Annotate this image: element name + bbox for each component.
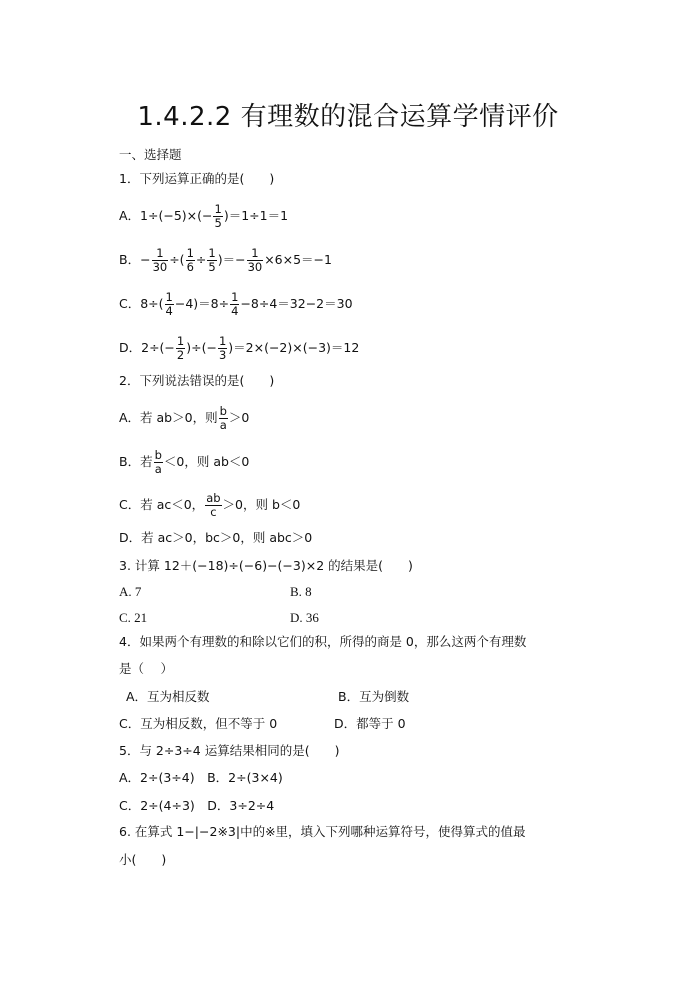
q4-stem-line2: 是（ ） (119, 661, 173, 676)
fraction: $\frac{1}{6}$ (186, 246, 194, 274)
q2-stem: 2．下列说法错误的是( ) (119, 373, 275, 388)
q3-option-c: C. 21 (119, 610, 148, 625)
q5-options-ab: A．2÷(3÷4) B．2÷(3×4) (119, 770, 283, 785)
q6-stem-line2: 小( ) (119, 852, 167, 867)
fraction: $\frac{1}{2}$ (176, 334, 185, 362)
fraction: $\frac{1}{4}$ (165, 290, 173, 318)
q4-stem-line1: 4．如果两个有理数的和除以它们的积，所得的商是 0，那么这两个有理数 (119, 634, 527, 649)
q5-stem: 5．与 2÷3÷4 运算结果相同的是( ) (119, 743, 340, 758)
fraction: $\frac{1}{5}$ (214, 202, 222, 230)
q1-option-d: D．2÷(− $\frac{1}{2}$ )÷(− $\frac{1}{3}$ )＝2×(−2)×(−3)＝12 (119, 334, 360, 362)
q4-option-c: C．互为相反数，但不等于 0 (119, 716, 278, 731)
q3-option-b: B. 8 (290, 584, 312, 599)
fraction: $\frac{1}{3}$ (218, 334, 227, 362)
fraction: $\frac{b}{a}$ (154, 448, 162, 476)
fraction: $\frac{1}{30}$ (152, 246, 168, 274)
q3-stem: 3. 计算 12＋(−18)÷(−6)−(−3)×2 的结果是( ) (119, 558, 413, 573)
fraction: $\frac{b}{a}$ (219, 404, 227, 432)
page-title: 1.4.2.2 有理数的混合运算学情评价 (137, 102, 559, 132)
q2-option-b: B．若 $\frac{b}{a}$ ＜0，则 ab＜0 (119, 448, 250, 476)
fraction: $\frac{1}{4}$ (231, 290, 239, 318)
q4-option-b: B．互为倒数 (338, 689, 410, 704)
q6-stem-line1: 6. 在算式 1−|−2※3|中的※里，填入下列哪种运算符号，使得算式的值最 (119, 824, 526, 839)
q1-option-a: A．1÷(−5)×(− $\frac{1}{5}$ )＝1÷1＝1 (119, 202, 289, 230)
q3-option-d: D. 36 (290, 610, 319, 625)
fraction: $\frac{ab}{c}$ (206, 491, 221, 519)
q2-option-d: D．若 ac＞0，bc＞0，则 abc＞0 (119, 530, 313, 545)
q4-option-a: A．互为相反数 (126, 689, 210, 704)
fraction: $\frac{1}{5}$ (208, 246, 216, 274)
q1-option-c: C．8÷( $\frac{1}{4}$ −4)＝8÷ $\frac{1}{4}$ −8÷4＝32−2＝30 (119, 290, 353, 318)
section-heading: 一、选择题 (119, 147, 182, 162)
q5-options-cd: C．2÷(4÷3) D．3÷2÷4 (119, 798, 275, 813)
q2-option-a: A．若 ab＞0，则 $\frac{b}{a}$ ＞0 (119, 404, 250, 432)
q3-option-a: A. 7 (119, 584, 142, 599)
q4-option-d: D．都等于 0 (334, 716, 406, 731)
fraction: $\frac{1}{30}$ (247, 246, 263, 274)
q1-stem: 1．下列运算正确的是( ) (119, 171, 275, 186)
q2-option-c: C．若 ac＜0， $\frac{ab}{c}$ ＞0，则 b＜0 (119, 491, 301, 519)
q1-option-b: B．− $\frac{1}{30}$ ÷( $\frac{1}{6}$ ÷ $\frac{1}{5}$ )＝− $\frac{1}{30}$ ×6×5＝−1 (119, 246, 332, 274)
